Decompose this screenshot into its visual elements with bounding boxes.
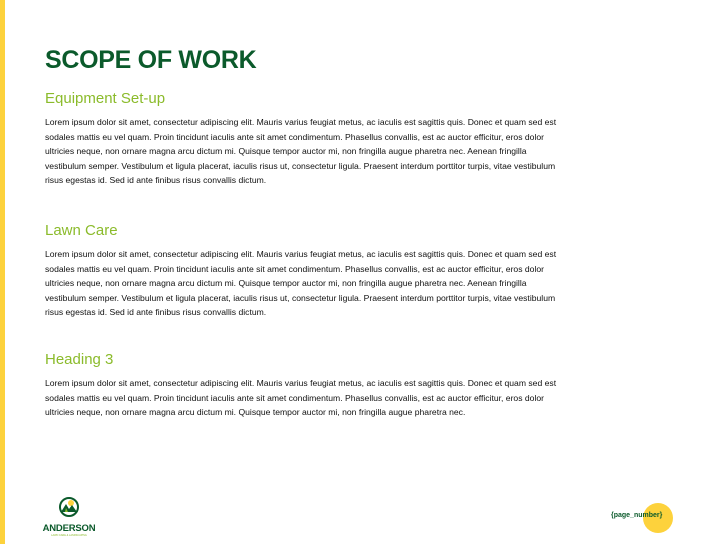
page-number: {page_number} xyxy=(611,512,663,519)
section-body xyxy=(45,376,665,420)
body-line: ultricies neque, non ornare magna arcu dictum mi. Quisque tempor auctor mi, non fringilla augue pharetra nec. xyxy=(45,407,466,417)
section-lawn-care xyxy=(45,222,665,320)
section-heading: Heading 3 xyxy=(45,351,114,368)
section-equipment-setup xyxy=(45,90,665,188)
body-line: sodales mattis eu vel quam. Proin tincidunt iaculis ante sit amet condimentum. Phasellus convallis, est ac auctor efficitur, eros dolor xyxy=(45,263,544,274)
body-line: ultricies neque, non ornare magna arcu dictum mi. Quisque tempor auctor mi, non fringilla augue pharetra nec. Aenean fringilla xyxy=(45,146,527,156)
yellow-edge-bar xyxy=(0,0,5,544)
body-line: risus egestas id. Sed id ante finibus risus convallis dictum. xyxy=(45,307,267,317)
body-line: ultricies neque, non ornare magna arcu dictum mi. Quisque tempor auctor mi, non fringilla augue pharetra nec. Aenean fringilla xyxy=(45,278,527,288)
body-line: sodales mattis eu vel quam. Proin tincidunt iaculis ante sit amet condimentum. Phasellus convallis, est ac auctor efficitur, eros dolor xyxy=(45,392,544,403)
body-line: risus egestas id. Sed id ante finibus risus convallis dictum. xyxy=(45,175,267,185)
mountain-sun-logo-icon xyxy=(58,497,80,517)
logo-name: ANDERSON xyxy=(42,523,96,534)
page-title: SCOPE OF WORK xyxy=(45,46,257,74)
section-heading: Lawn Care xyxy=(45,222,118,239)
body-line: Lorem ipsum dolor sit amet, consectetur adipiscing elit. Mauris varius feugiat metus, ac iaculis est sagittis quis. Donec et quam sed est xyxy=(45,249,557,259)
section-heading: Equipment Set-up xyxy=(45,90,166,107)
section-heading-3 xyxy=(45,351,665,420)
body-line: vestibulum semper. Vestibulum et ligula placerat, iaculis risus ut, consectetur ligula. Praesent interdum porttitor turpis, vitae vestibulum xyxy=(45,292,556,303)
body-line: vestibulum semper. Vestibulum et ligula placerat, iaculis risus ut, consectetur ligula. Praesent interdum porttitor turpis, vitae vestibulum xyxy=(45,160,556,171)
body-line: Lorem ipsum dolor sit amet, consectetur adipiscing elit. Mauris varius feugiat metus, ac iaculis est sagittis quis. Donec et quam sed est xyxy=(45,378,557,388)
body-line: sodales mattis eu vel quam. Proin tincidunt iaculis ante sit amet condimentum. Phasellus convallis, est ac auctor efficitur, eros dolor xyxy=(45,131,544,142)
anderson-logo xyxy=(42,497,96,537)
body-line: Lorem ipsum dolor sit amet, consectetur adipiscing elit. Mauris varius feugiat metus, ac iaculis est sagittis quis. Donec et quam sed est xyxy=(45,117,557,127)
section-body xyxy=(45,247,665,320)
logo-tagline: LAWN CARE & LANDSCAPING xyxy=(51,534,87,537)
section-body xyxy=(45,115,665,188)
